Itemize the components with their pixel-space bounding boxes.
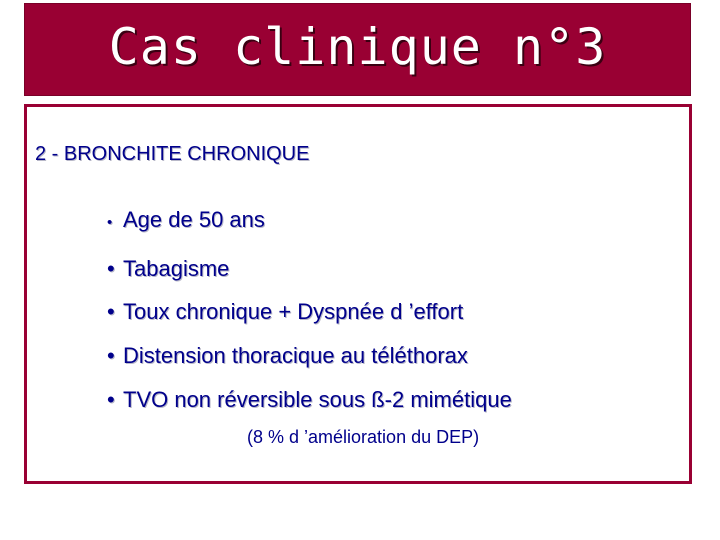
bullet-item bbox=[107, 299, 463, 325]
bullet-icon: • bbox=[107, 343, 115, 368]
bullet-icon: • bbox=[107, 214, 113, 231]
bullet-text: Distension thoracique au téléthorax bbox=[123, 343, 468, 368]
bullet-icon: • bbox=[107, 256, 115, 281]
bullet-item bbox=[107, 256, 229, 282]
bullet-text: TVO non réversible sous ß-2 mimétique bbox=[123, 387, 512, 412]
section-heading: 2 - BRONCHITE CHRONIQUE bbox=[35, 143, 310, 165]
improvement-note: (8 % d ’amélioration du DEP) bbox=[247, 427, 480, 447]
bullet-item bbox=[107, 343, 468, 369]
bullet-text: Toux chronique + Dyspnée d ’effort bbox=[123, 299, 464, 324]
bullet-text: Age de 50 ans bbox=[123, 207, 265, 232]
title-banner bbox=[24, 3, 691, 96]
content-frame bbox=[24, 104, 692, 484]
bullet-text: Tabagisme bbox=[123, 256, 230, 281]
bullet-icon: • bbox=[107, 299, 115, 324]
bullet-item bbox=[107, 387, 512, 413]
bullet-item bbox=[107, 207, 265, 233]
slide-title: Cas clinique n°3 bbox=[108, 17, 607, 76]
bullet-icon: • bbox=[107, 387, 115, 412]
